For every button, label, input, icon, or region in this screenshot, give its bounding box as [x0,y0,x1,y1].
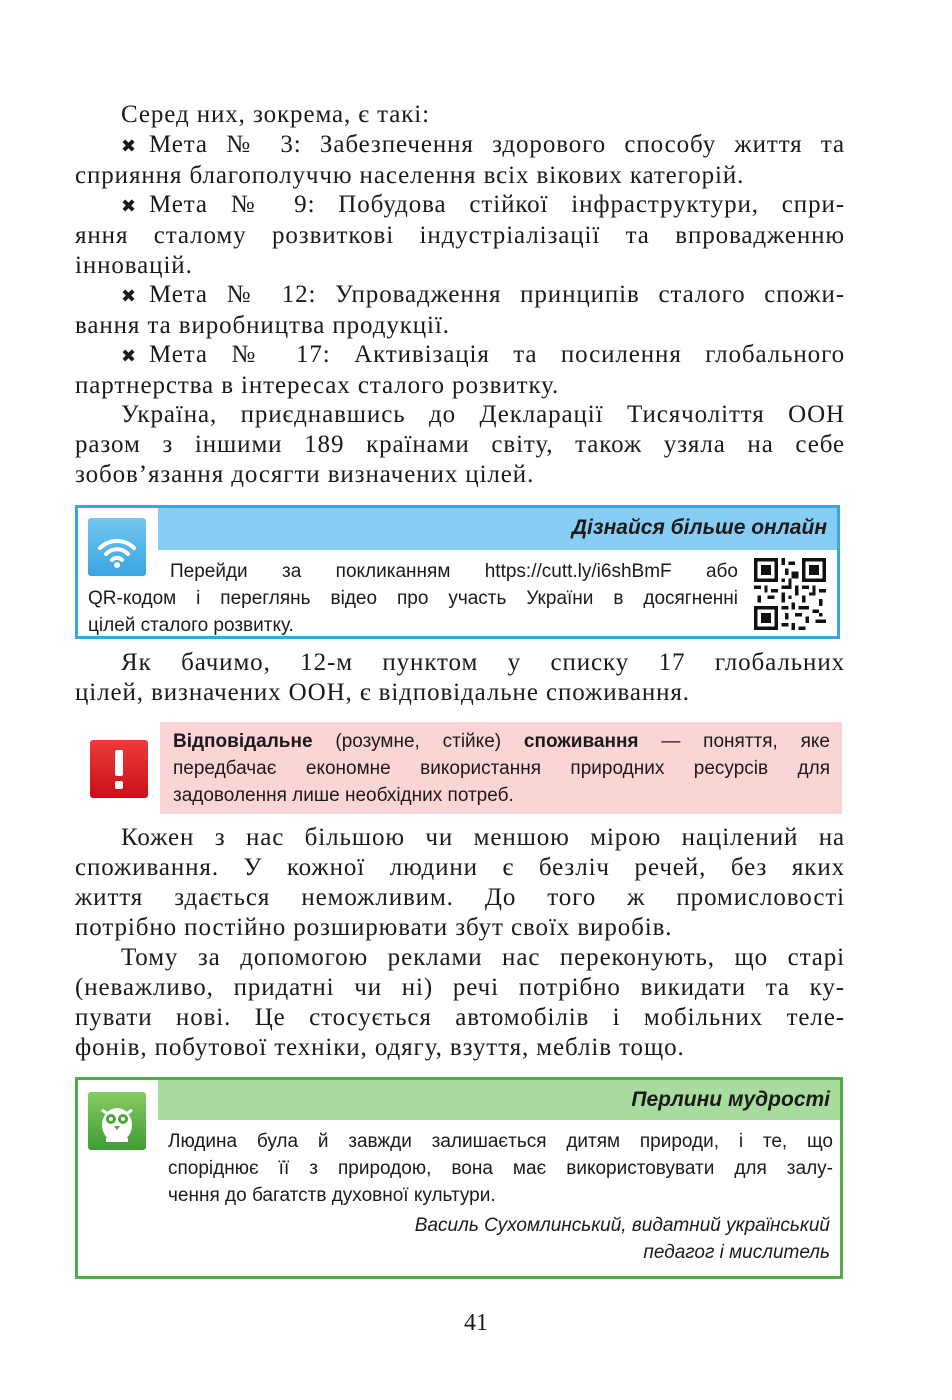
qr-code-icon[interactable] [754,558,826,630]
paragraph-advertising: Тому за допомогою реклами нас переконують, що старі (неважливо, придатні чи ні) речі потрібно викидати та ку- пувати нові. Це стосується автомобілів і мобільних теле- фонів, побутової техніки, одягу, взуття, меблів тощо. [75,944,845,1061]
intro-paragraph [75,100,845,130]
online-box-header [158,508,837,550]
wisdom-box-title: Перлини мудрості [631,1088,830,1111]
bullet-icon: ✖ [121,286,137,306]
exclamation-icon [90,740,148,798]
online-box-title: Дізнайся більше онлайн [571,516,827,539]
goal-17: ✖ Мета № 17: Активізація та посилення глобального партнерства в інтересах сталого розвитку. [75,341,845,399]
bullet-icon: ✖ [121,346,137,366]
goal-12: ✖ Мета № 12: Упровадження принципів сталого спожи- вання та виробництва продукції. [75,281,845,339]
wisdom-quote: Людина була й завжди залишається дитям природи, і те, що споріднює її з природою, вона має використовувати для залу- чення до багатств духовної культури. [168,1131,833,1206]
goal-3: ✖ Мета № 3: Забезпечення здорового способу життя та сприяння благополуччю населення всіх вікових категорій. [75,131,845,189]
wisdom-box [75,1077,843,1279]
paragraph-consumers: Кожен з нас більшою чи меншою мірою націлений на споживання. У кожної людини є безліч речей, без яких життя здається неможливим. До того ж промисловості потрібно постійно розширювати збут своїх виробів. [75,824,845,941]
definition-term: споживання [523,731,639,752]
owl-icon [88,1092,146,1150]
goal-9: ✖ Мета № 9: Побудова стійкої інфраструктури, спри- яння сталому розвиткові індустріалізації та впровадженню інновацій. [75,191,845,279]
intro-line: Серед них, зокрема, є такі: [121,101,430,128]
quote-author: Василь Сухомлинський, видатний український педагог і мислитель [414,1215,830,1263]
online-link-line[interactable]: Перейди за покликанням https://cutt.ly/i6shBmF або [170,561,738,582]
ukraine-paragraph: Україна, приєднавшись до Декларації Тисячоліття ООН разом з іншими 189 країнами світу, також узяла на себе зобов’язання досягти визначених цілей. [75,401,845,488]
online-box [75,505,840,639]
bullet-icon: ✖ [121,136,137,156]
bullet-icon: ✖ [121,196,137,216]
consumption-paragraph: Як бачимо, 12-м пунктом у списку 17 глобальних цілей, визначених ООН, є відповідальне споживання. [75,649,845,706]
wisdom-box-header [158,1080,840,1120]
online-box-text: Перейди за покликанням https://cutt.ly/i6shBmF або QR-кодом і переглянь відео про участь України в досягненні цілей сталого розвитку. [88,558,738,639]
definition-term: Відповідальне [173,731,313,752]
page-number: 41 [464,1310,488,1336]
definition-box: Відповідальне (розумне, стійке) споживання — поняття, яке передбачає економне використання природних ресурсів для задоволення лише необхідних потреб. [160,722,842,814]
